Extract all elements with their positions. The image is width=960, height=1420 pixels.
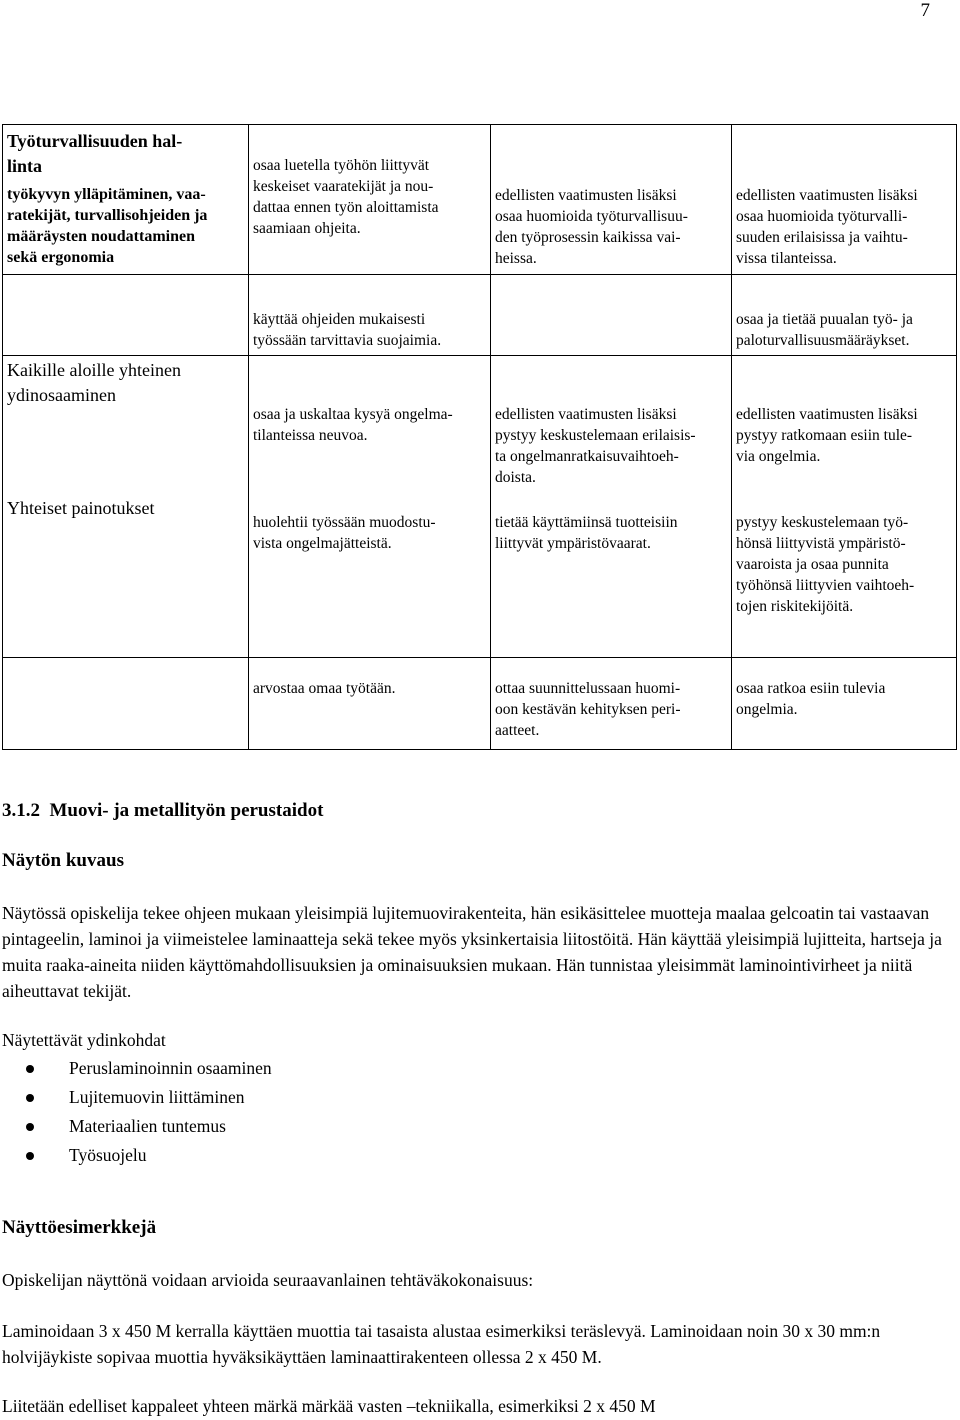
page-number: 7	[920, 0, 930, 21]
criteria-text: edellisten vaatimusten lisäksi osaa huomioida työturvalli- suuden erilaisissa ja vaihtu- vissa tilanteissa.	[736, 187, 918, 267]
description-paragraph: Näytössä opiskelija tekee ohjeen mukaan yleisimpiä lujitemuovirakenteita, hän esikäsittelee muotteja maalaa gelcoatin tai vastaavan pintageelin, laminoi ja viimeistelee laminaatteja sekä tekee myös yksinkertaisia liitostöitä. Hän käyttää yleisimpiä lujitteita, hartseja ja muita raaka-aineita niiden käyttömahdollisuuksien ja ominaisuuksien mukaan. Hän tunnistaa yleisimmät laminointivirheet ja niitä aiheuttavat tekijät.	[2, 903, 942, 1001]
criteria-topic-cell	[3, 125, 249, 275]
criteria-cell	[491, 275, 732, 356]
list-item: Materiaalien tuntemus	[2, 1112, 952, 1141]
criteria-text: osaa ratkoa esiin tulevia ongelmia.	[736, 680, 886, 718]
examples-heading: Näyttöesimerkkejä	[2, 1217, 157, 1238]
example-paragraph: Laminoidaan 3 x 450 M kerralla käyttäen muottia tai tasaista alustaa esimerkiksi teräslevyä. Laminoidaan noin 30 x 30 mm:n holvijäykiste sopivaa muottia hyväksikäyttäen laminaattirakenteen ollessa 2 x 450 M.	[2, 1321, 881, 1367]
list-item: Peruslaminoinnin osaaminen	[2, 1054, 952, 1083]
core-items-label: Näytettävät ydinkohdat	[2, 1030, 166, 1050]
criteria-cell	[732, 658, 957, 750]
criteria-cell	[732, 275, 957, 356]
criteria-cell	[491, 356, 732, 658]
criteria-text: edellisten vaatimusten lisäksi osaa huomioida työturvallisuu- den työprosessin kaikissa vai- heissa.	[495, 187, 688, 267]
table-row	[3, 275, 957, 356]
criteria-topic-cell	[3, 356, 249, 658]
examples-intro: Opiskelijan näyttönä voidaan arvioida seuraavanlainen tehtäväkokonaisuus:	[2, 1270, 534, 1290]
criteria-cell	[249, 658, 491, 750]
list-item: Lujitemuovin liittäminen	[2, 1083, 952, 1112]
criteria-cell	[732, 356, 957, 658]
criteria-cell	[249, 356, 491, 658]
criteria-cell	[732, 125, 957, 275]
criteria-topic-cell	[3, 275, 249, 356]
criteria-cell	[491, 125, 732, 275]
core-items-list	[2, 1054, 952, 1170]
criteria-text: käyttää ohjeiden mukaisesti työssään tarvittavia suojaimia.	[253, 311, 442, 349]
table-row	[3, 356, 957, 658]
criteria-text: tietää käyttämiinsä tuotteisiin liittyvät ympäristövaarat.	[495, 514, 678, 552]
criteria-text: edellisten vaatimusten lisäksi pystyy keskustelemaan erilaisis- ta ongelmanratkaisuvaihtoeh- doista.	[495, 406, 696, 486]
description-heading: Näytön kuvaus	[2, 850, 124, 871]
criteria-cell	[491, 658, 732, 750]
topic-title: Työturvallisuuden hal- linta	[7, 131, 183, 176]
criteria-text: pystyy keskustelemaan työ- hönsä liittyvistä ympäristö- vaaroista ja osaa punnita työhönsä liittyvien vaihtoeh- tojen riskitekijöitä.	[736, 514, 915, 615]
criteria-text: osaa ja uskaltaa kysyä ongelma- tilanteissa neuvoa.	[253, 406, 453, 444]
table-row	[3, 658, 957, 750]
list-item: Työsuojelu	[2, 1141, 952, 1170]
criteria-text: huolehtii työssään muodostu- vista ongelmajätteistä.	[253, 514, 436, 552]
common-emphasis-label: Yhteiset painotukset	[7, 498, 155, 518]
table-row	[3, 125, 957, 275]
criteria-text: osaa luetella työhön liittyvät keskeiset vaaratekijät ja nou- dattaa ennen työn aloittamista saamiaan ohjeita.	[253, 157, 439, 237]
criteria-topic-cell	[3, 658, 249, 750]
criteria-text: arvostaa omaa työtään.	[253, 680, 396, 697]
criteria-cell	[249, 275, 491, 356]
assessment-criteria-table	[2, 124, 957, 750]
criteria-text: osaa ja tietää puualan työ- ja paloturvallisuusmääräykset.	[736, 311, 913, 349]
criteria-text: edellisten vaatimusten lisäksi pystyy ratkomaan esiin tule- via ongelmia.	[736, 406, 918, 465]
topic-subtitle: työkyvyn ylläpitäminen, vaa- ratekijät, turvallisohjeiden ja määräysten noudattaminen sekä ergonomia	[7, 186, 208, 266]
core-competence-label: Kaikille aloille yhteinen ydinosaaminen	[7, 360, 181, 405]
section-heading: 3.1.2 Muovi- ja metallityön perustaidot	[2, 800, 324, 821]
example-paragraph: Liitetään edelliset kappaleet yhteen märkä märkää vasten –tekniikalla, esimerkiksi 2 x 450 M	[2, 1396, 656, 1416]
criteria-text: ottaa suunnittelussaan huomi- oon kestävän kehityksen peri- aatteet.	[495, 680, 681, 739]
criteria-cell	[249, 125, 491, 275]
